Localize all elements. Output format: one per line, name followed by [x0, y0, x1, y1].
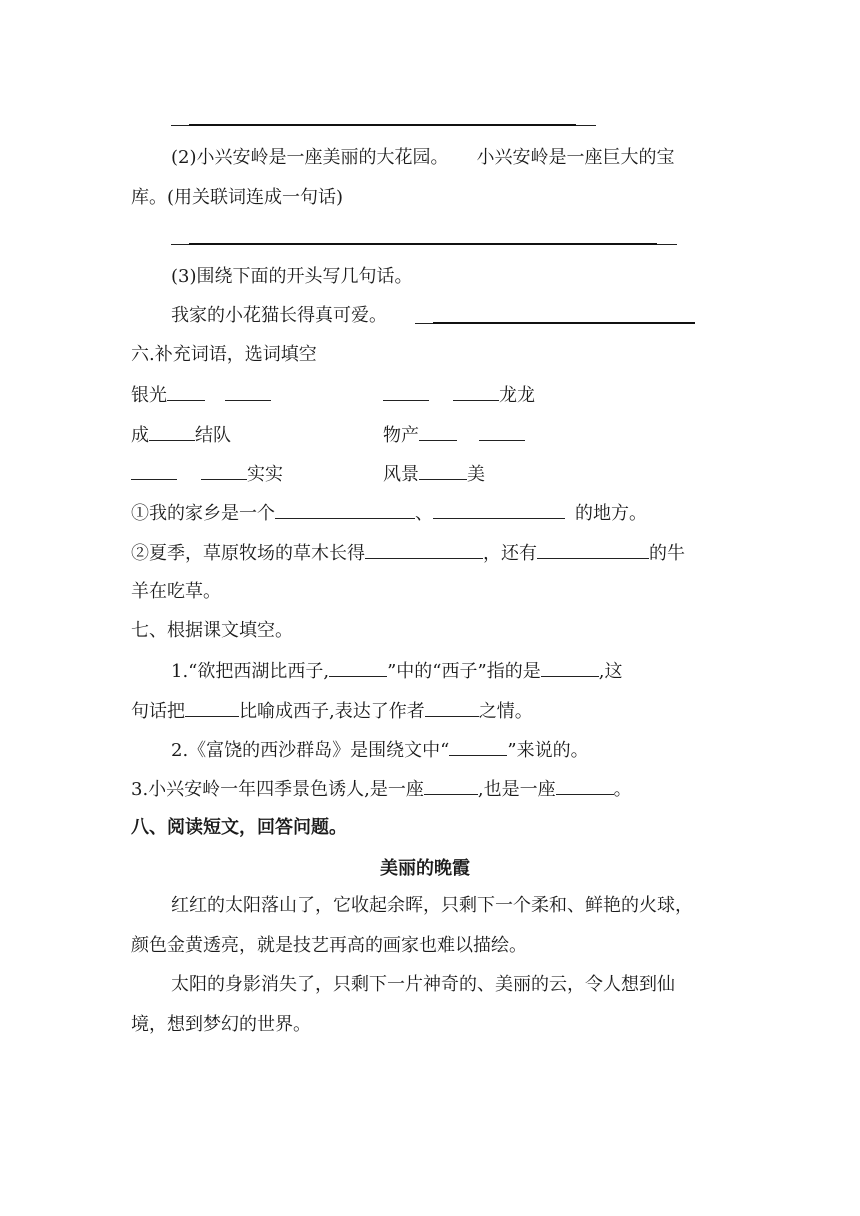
blank[interactable]: [149, 422, 195, 441]
q7-line-3: [171, 737, 589, 763]
q6-heading: 六.补充词语，选词填空: [131, 344, 317, 365]
blank[interactable]: [425, 698, 479, 717]
blank[interactable]: [185, 698, 239, 717]
q5-item2-b: 小兴安岭是一座巨大的宝: [476, 147, 675, 168]
q6-word-4: [383, 422, 525, 448]
q7-l2-b: 比喻成西子,表达了作者: [239, 701, 425, 722]
q6-w6b-text: 美: [467, 464, 485, 485]
q6-word-1: [131, 382, 271, 408]
blank[interactable]: [225, 382, 271, 401]
blank[interactable]: [365, 540, 483, 559]
q6-w5-text: 实实: [247, 464, 283, 485]
blank[interactable]: [479, 422, 525, 441]
answer-line-2[interactable]: [189, 243, 657, 245]
blank[interactable]: [537, 540, 649, 559]
blank[interactable]: [275, 500, 415, 519]
passage-p2-line2: 境，想到梦幻的世界。: [131, 1014, 311, 1035]
answer-line-1[interactable]: [189, 124, 576, 126]
q7-l3-b: ”来说的。: [507, 740, 589, 761]
q7-heading: 七、根据课文填空。: [131, 620, 293, 641]
blank[interactable]: [383, 382, 429, 401]
q6-w3a-text: 成: [131, 425, 149, 446]
answer-line-1-left: [171, 125, 189, 126]
answer-line-3-left: [415, 323, 433, 324]
q6-sentence-2: [131, 540, 685, 566]
q7-l3-a: 2.《富饶的西沙群岛》是围绕文中“: [171, 740, 450, 761]
q7-line-4: [131, 776, 632, 802]
blank[interactable]: [433, 500, 565, 519]
q7-l2-a: 句话把: [131, 701, 185, 722]
q6-s2-c: 的牛: [649, 543, 685, 564]
blank[interactable]: [449, 737, 507, 756]
blank[interactable]: [201, 461, 247, 480]
blank[interactable]: [419, 422, 457, 441]
q6-w6a-text: 风景: [383, 464, 419, 485]
q5-item2-line1: [171, 146, 675, 170]
q6-s1-sep: 、: [415, 503, 433, 524]
q5-item3-start: [171, 304, 387, 328]
answer-line-2-left: [171, 244, 189, 245]
q6-w1-text: 银光: [131, 385, 167, 406]
q7-l1-a: 1.“欲把西湖比西子,: [171, 661, 330, 682]
q6-w3b-text: 结队: [195, 425, 231, 446]
q6-s1-b: 的地方。: [575, 503, 647, 524]
q7-l1-c: ,这: [598, 661, 623, 682]
q6-w2-text: 龙龙: [499, 385, 535, 406]
passage-p1-line1: 红红的太阳落山了，它收起余晖，只剩下一个柔和、鲜艳的火球，: [171, 895, 693, 916]
passage-title: 美丽的晚霞: [380, 858, 470, 879]
blank[interactable]: [131, 461, 177, 480]
blank[interactable]: [424, 776, 478, 795]
q5-item2-a: (2)小兴安岭是一座美丽的大花园。: [171, 147, 449, 168]
q7-l4-c: 。: [613, 779, 632, 800]
blank[interactable]: [556, 776, 614, 795]
answer-line-2-right: [657, 244, 677, 245]
q7-line-1: [171, 658, 622, 684]
q7-l1-b: ”中的“西子”指的是: [387, 661, 541, 682]
q6-sentence-1: [131, 500, 647, 526]
blank[interactable]: [329, 658, 387, 677]
blank[interactable]: [167, 382, 205, 401]
q6-word-2: [383, 382, 535, 408]
passage-p2-line1: 太阳的身影消失了，只剩下一片神奇的、美丽的云，令人想到仙: [171, 974, 675, 995]
q5-item2-line2: 库。(用关联词连成一句话): [131, 187, 344, 208]
q6-s2-b: ，还有: [483, 543, 537, 564]
q7-line-2: [131, 698, 533, 724]
blank[interactable]: [541, 658, 599, 677]
answer-line-3[interactable]: [433, 322, 695, 324]
q7-l4-a: 3.小兴安岭一年四季景色诱人,是一座: [131, 779, 424, 800]
q5-item3: (3)围绕下面的开头写几句话。: [171, 266, 413, 287]
q6-s1-a: ①我的家乡是一个: [131, 503, 275, 524]
q7-l2-c: 之情。: [478, 701, 533, 722]
passage-p1-line2: 颜色金黄透亮，就是技艺再高的画家也难以描绘。: [131, 935, 527, 956]
q6-s2-a: ②夏季，草原牧场的草木长得: [131, 543, 365, 564]
q6-word-6: [383, 461, 485, 487]
q6-w4-text: 物产: [383, 425, 419, 446]
q6-word-5: [131, 461, 283, 487]
q6-word-3: [131, 422, 231, 448]
q5-item3-start-text: 我家的小花猫长得真可爱。: [171, 305, 387, 326]
blank[interactable]: [419, 461, 467, 480]
answer-line-1-right: [576, 125, 596, 126]
q8-heading: 八、阅读短文，回答问题。: [131, 817, 347, 838]
q6-sentence-2-cont: 羊在吃草。: [131, 581, 221, 602]
q7-l4-b: ,也是一座: [477, 779, 556, 800]
blank[interactable]: [453, 382, 499, 401]
